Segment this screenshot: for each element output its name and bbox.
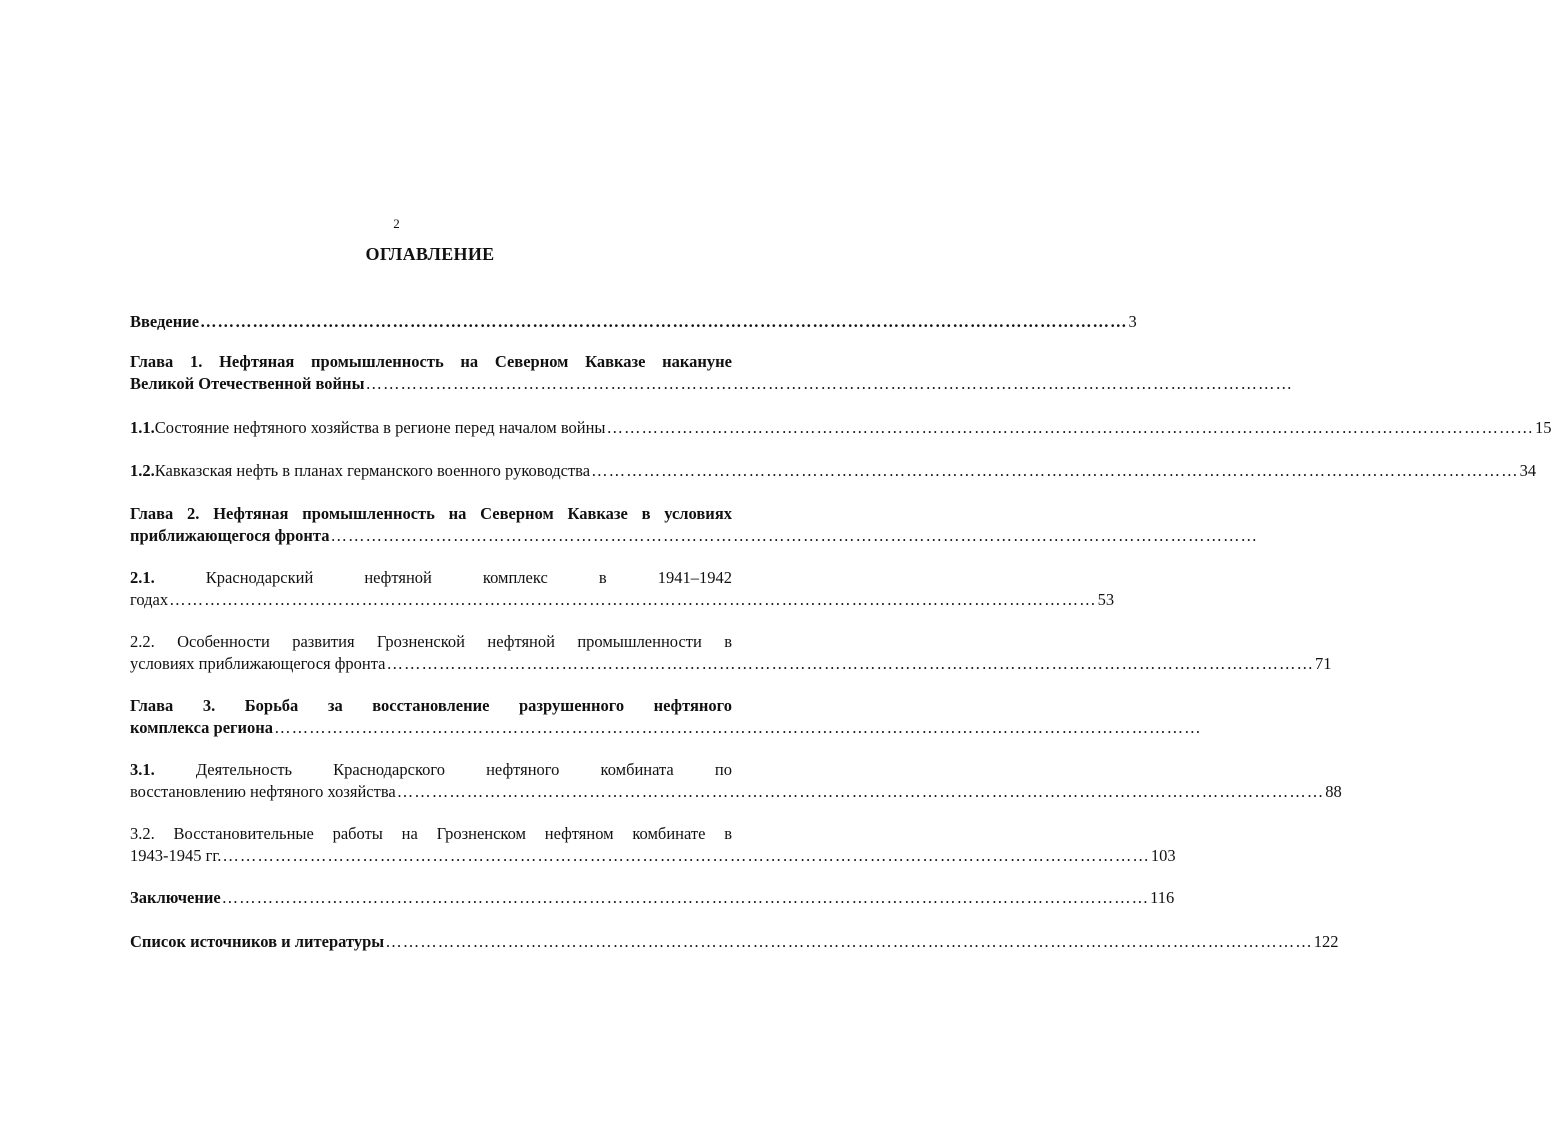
section-number: 1.2.	[130, 461, 155, 480]
toc-entry-chapter-1[interactable]	[130, 351, 1293, 395]
entry-title-line-2: условиях приближающегося фронта	[130, 654, 386, 673]
toc-entry-chapter-3[interactable]	[130, 695, 1202, 739]
entry-page: 53	[1097, 590, 1115, 609]
entry-word: нефтяного	[486, 760, 560, 779]
leader-dots: ……………………………………………………………………………………………………………………………………………	[365, 374, 1293, 393]
entry-title-line-1: Глава 1. Нефтяная промышленность на Северном Кавказе накануне	[130, 352, 732, 371]
entry-title-line-1: 2.2. Особенности развития Грозненской нефтяной промышленности в	[130, 632, 732, 651]
entry-word: в	[598, 568, 607, 587]
toc-entry-chapter-2[interactable]	[130, 503, 1258, 547]
leader-dots: ……………………………………………………………………………………………………………………………………………	[386, 654, 1314, 673]
entry-word: нефтяной	[364, 568, 432, 587]
toc-entry-section-1-1[interactable]	[130, 417, 1552, 439]
toc-entry-section-2-1[interactable]	[130, 567, 1115, 611]
entry-title-line-2: комплекса региона	[130, 718, 274, 737]
entry-word: комбината	[600, 760, 674, 779]
entry-word: Деятельность	[195, 760, 293, 779]
entry-word: 1941–1942	[657, 568, 732, 587]
entry-page: 15	[1535, 418, 1552, 437]
toc-entry-introduction[interactable]	[130, 311, 1137, 333]
leader-dots: ……………………………………………………………………………………………………………………………………………	[274, 718, 1202, 737]
entry-title: Состояние нефтяного хозяйства в регионе перед началом войны	[154, 418, 606, 437]
section-number: 1.1.	[130, 418, 155, 437]
toc-entry-conclusion[interactable]	[130, 887, 1175, 909]
entry-title-line-2: 1943-1945 гг.	[130, 846, 222, 865]
entry-page: 34	[1519, 461, 1537, 480]
entry-title: Список источников и литературы	[130, 932, 385, 951]
leader-dots: ……………………………………………………………………………………………………………………………………………	[169, 590, 1097, 609]
entry-page: 103	[1150, 846, 1176, 865]
entry-page: 116	[1150, 888, 1175, 907]
toc-entry-section-1-2[interactable]	[130, 460, 1537, 482]
page-number: 2	[393, 216, 400, 231]
entry-page: 3	[1128, 312, 1137, 331]
toc-entry-section-2-2[interactable]	[130, 631, 1332, 675]
entry-word: Краснодарский	[205, 568, 314, 587]
section-number: 3.1.	[130, 760, 155, 779]
leader-dots: ……………………………………………………………………………………………………………………………………………	[221, 888, 1150, 907]
section-number: 2.1.	[130, 568, 155, 587]
toc-entry-section-3-1[interactable]	[130, 759, 1342, 803]
entry-page: 71	[1315, 654, 1332, 673]
entry-word: комплекс	[482, 568, 548, 587]
leader-dots: ……………………………………………………………………………………………………………………………………………	[385, 932, 1313, 951]
leader-dots: ……………………………………………………………………………………………………………………………………………	[330, 526, 1258, 545]
entry-page: 88	[1325, 782, 1342, 801]
entry-title-line-2: восстановлению нефтяного хозяйства	[130, 782, 396, 801]
entry-word: по	[714, 760, 732, 779]
toc-title: ОГЛАВЛЕНИЕ	[365, 244, 495, 264]
entry-title: Введение	[130, 312, 200, 331]
leader-dots: ……………………………………………………………………………………………………………………………………………	[606, 418, 1534, 437]
entry-title-line-2: Великой Отечественной войны	[130, 374, 365, 393]
leader-dots: ……………………………………………………………………………………………………………………………………………	[200, 312, 1128, 331]
toc-entry-section-3-2[interactable]	[130, 823, 1176, 867]
entry-title: Заключение	[130, 888, 221, 907]
entry-title-line-1: Глава 3. Борьба за восстановление разрушенного нефтяного	[130, 696, 732, 715]
leader-dots: ……………………………………………………………………………………………………………………………………………	[396, 782, 1325, 801]
entry-title-line-2: годах	[130, 590, 169, 609]
entry-word: Краснодарского	[333, 760, 445, 779]
entry-page: 122	[1313, 932, 1339, 951]
toc-entry-sources[interactable]	[130, 931, 1339, 953]
entry-title-line-1: Глава 2. Нефтяная промышленность на Северном Кавказе в условиях	[130, 504, 732, 523]
entry-title: Кавказская нефть в планах германского военного руководства	[154, 461, 591, 480]
leader-dots: ……………………………………………………………………………………………………………………………………………	[222, 846, 1150, 865]
entry-title-line-1: 3.2. Восстановительные работы на Грозненском нефтяном комбинате в	[130, 824, 732, 843]
leader-dots: ……………………………………………………………………………………………………………………………………………	[591, 461, 1519, 480]
entry-title-line-2: приближающегося фронта	[130, 526, 330, 545]
